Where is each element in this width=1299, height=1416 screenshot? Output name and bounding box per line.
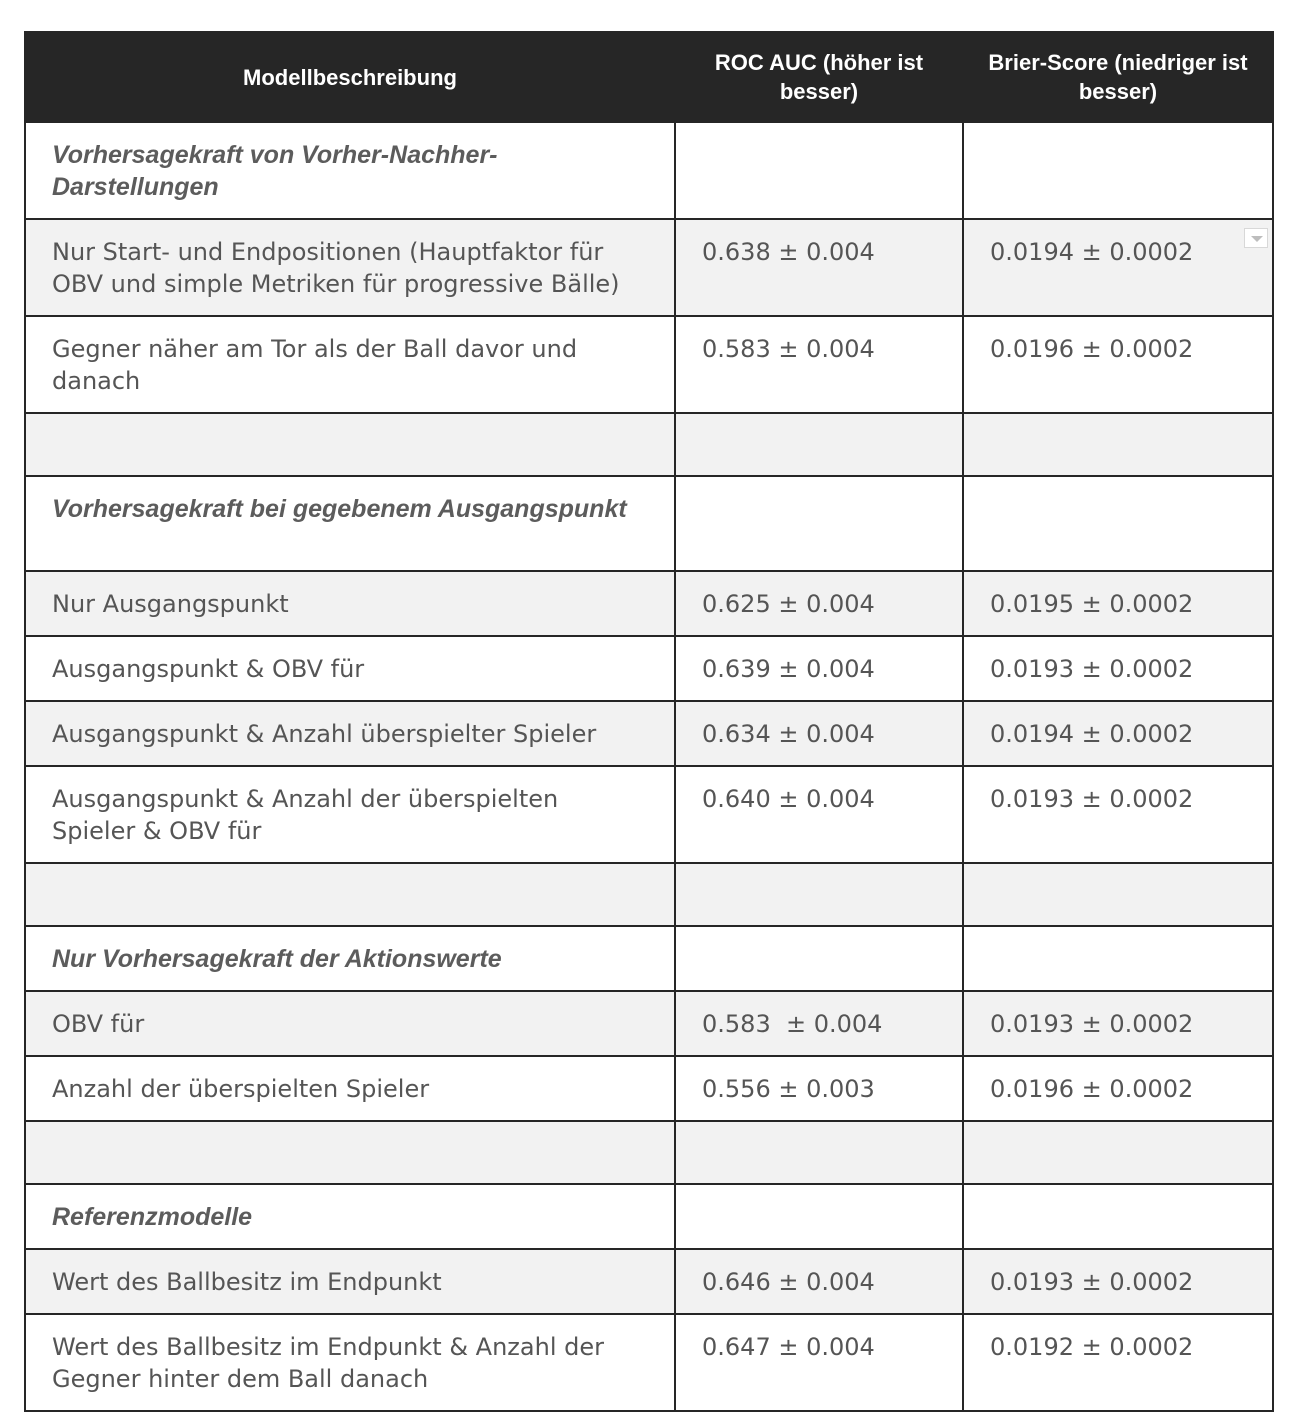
- brier-cell: [963, 476, 1273, 571]
- brier-cell: 0.0192 ± 0.0002: [963, 1314, 1273, 1411]
- spacer-cell: [25, 863, 675, 926]
- model-cell: OBV für: [25, 991, 675, 1056]
- brier-cell[interactable]: [963, 219, 1273, 316]
- brier-cell: 0.0193 ± 0.0002: [963, 766, 1273, 863]
- table-row: [25, 1249, 1273, 1314]
- brier-cell: 0.0196 ± 0.0002: [963, 1056, 1273, 1121]
- section-label: Vorhersagekraft bei gegebenem Ausgangspunkt: [25, 476, 675, 571]
- roc-cell: 0.646 ± 0.004: [675, 1249, 963, 1314]
- brier-cell: [963, 926, 1273, 991]
- roc-cell: [675, 1184, 963, 1249]
- spacer-cell: [675, 413, 963, 476]
- section-label: Referenzmodelle: [25, 1184, 675, 1249]
- section-row: [25, 926, 1273, 991]
- spacer-row: [25, 1121, 1273, 1184]
- roc-cell: [675, 122, 963, 219]
- model-cell: Ausgangspunkt & Anzahl überspielter Spieler: [25, 701, 675, 766]
- header-brier-score: Brier-Score (niedriger ist besser): [963, 32, 1273, 122]
- brier-value: 0.0194 ± 0.0002: [990, 238, 1194, 266]
- spacer-row: [25, 413, 1273, 476]
- spacer-row: [25, 863, 1273, 926]
- model-cell: Anzahl der überspielten Spieler: [25, 1056, 675, 1121]
- header-roc-auc: ROC AUC (höher ist besser): [675, 32, 963, 122]
- spacer-cell: [675, 1121, 963, 1184]
- section-row: [25, 122, 1273, 219]
- table-row: [25, 571, 1273, 636]
- model-cell: Ausgangspunkt & Anzahl der überspielten Spieler & OBV für: [25, 766, 675, 863]
- model-cell: Ausgangspunkt & OBV für: [25, 636, 675, 701]
- spacer-cell: [963, 413, 1273, 476]
- spacer-cell: [963, 863, 1273, 926]
- spacer-cell: [675, 863, 963, 926]
- model-cell: Nur Ausgangspunkt: [25, 571, 675, 636]
- table-row: [25, 766, 1273, 863]
- table-row: [25, 701, 1273, 766]
- table-row: [25, 316, 1273, 413]
- brier-cell: 0.0193 ± 0.0002: [963, 1249, 1273, 1314]
- brier-cell: 0.0194 ± 0.0002: [963, 701, 1273, 766]
- section-label: Nur Vorhersagekraft der Aktionswerte: [25, 926, 675, 991]
- section-label: Vorhersagekraft von Vorher-Nachher-Darstellungen: [25, 122, 675, 219]
- model-cell: Nur Start- und Endpositionen (Hauptfaktor für OBV und simple Metriken für progressive Bälle): [25, 219, 675, 316]
- roc-cell: 0.625 ± 0.004: [675, 571, 963, 636]
- roc-cell: 0.647 ± 0.004: [675, 1314, 963, 1411]
- brier-cell: 0.0196 ± 0.0002: [963, 316, 1273, 413]
- spacer-cell: [963, 1121, 1273, 1184]
- table-row: [25, 636, 1273, 701]
- spacer-cell: [25, 413, 675, 476]
- roc-cell: 0.638 ± 0.004: [675, 219, 963, 316]
- brier-cell: 0.0195 ± 0.0002: [963, 571, 1273, 636]
- roc-cell: [675, 476, 963, 571]
- results-table: [24, 31, 1274, 1412]
- spacer-cell: [25, 1121, 675, 1184]
- section-row: [25, 476, 1273, 571]
- header-row: [25, 32, 1273, 122]
- model-cell: Wert des Ballbesitz im Endpunkt: [25, 1249, 675, 1314]
- brier-cell: 0.0193 ± 0.0002: [963, 991, 1273, 1056]
- brier-cell: [963, 1184, 1273, 1249]
- roc-cell: 0.556 ± 0.003: [675, 1056, 963, 1121]
- roc-cell: 0.583 ± 0.004: [675, 991, 963, 1056]
- model-cell: Wert des Ballbesitz im Endpunkt & Anzahl der Gegner hinter dem Ball danach: [25, 1314, 675, 1411]
- model-cell: Gegner näher am Tor als der Ball davor und danach: [25, 316, 675, 413]
- roc-cell: [675, 926, 963, 991]
- roc-cell: 0.640 ± 0.004: [675, 766, 963, 863]
- table-row: [25, 1056, 1273, 1121]
- brier-cell: [963, 122, 1273, 219]
- header-model: Modellbeschreibung: [25, 32, 675, 122]
- roc-cell: 0.639 ± 0.004: [675, 636, 963, 701]
- roc-cell: 0.583 ± 0.004: [675, 316, 963, 413]
- roc-cell: 0.634 ± 0.004: [675, 701, 963, 766]
- dropdown-arrow-icon[interactable]: [1244, 228, 1268, 248]
- table-row: [25, 219, 1273, 316]
- brier-cell: 0.0193 ± 0.0002: [963, 636, 1273, 701]
- table-row: [25, 991, 1273, 1056]
- section-row: [25, 1184, 1273, 1249]
- table-row: [25, 1314, 1273, 1411]
